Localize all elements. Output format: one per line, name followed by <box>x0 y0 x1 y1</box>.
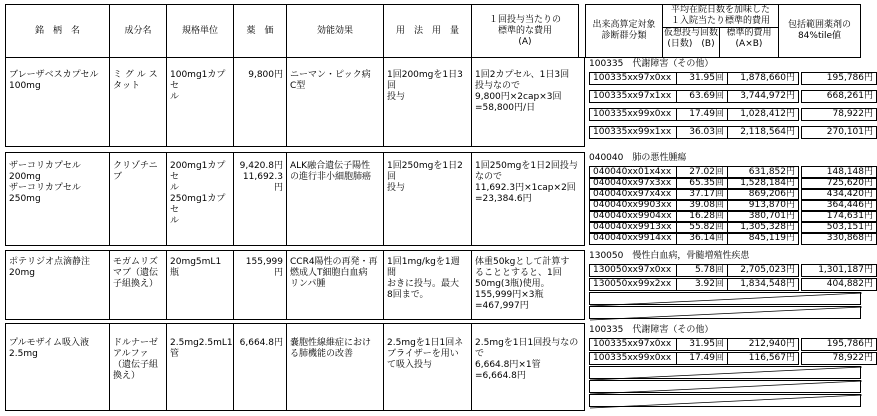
dpc-title: 040040 肺の悪性腫瘍 <box>589 153 687 163</box>
diagonal-line <box>590 307 862 320</box>
drug-dosage: 1回1mg/kgを1週間 おきに投与。最大 8回まで。 <box>383 250 472 320</box>
dpc-row: 040040xx01x4xx 27.02回 631,852円 148,148円 <box>589 166 876 179</box>
drug-ingredient: クリゾチニ ブ <box>109 152 167 246</box>
drug-dosage: 2.5mgを1日1回ネ ブライザーを用い て吸入投与 <box>383 323 472 411</box>
drug-price: 6,664.8円 <box>233 323 287 411</box>
drug-unit: 2.5mg2.5mL1管 <box>166 323 234 411</box>
drug-price: 9,800円 <box>233 57 287 147</box>
drug-efficacy: ニーマン・ピック病 C型 <box>286 57 384 147</box>
header-name: 銘 柄 名 <box>5 4 110 58</box>
header-dosage: 用 法 用 量 <box>383 4 472 58</box>
dpc-row: 040040xx9913xx 55.82回 1,305,328円 503,151円 <box>589 221 876 234</box>
blank-row <box>589 394 861 407</box>
dpc-row: 040040xx9903xx 39.08回 913,870円 364,446円 <box>589 199 876 212</box>
blank-row <box>589 366 861 379</box>
blank-row <box>589 380 861 393</box>
drug-name: ザーコリカプセル 200mg ザーコリカプセル 250mg <box>5 152 110 246</box>
drug-price: 155,999円 <box>233 250 287 320</box>
header-efficacy: 効能効果 <box>286 4 384 58</box>
header-cost: １回投与当たりの 標準的な費用 (A) <box>471 4 579 58</box>
diagonal-line <box>590 395 862 408</box>
drug-name: ポテリジオ点滴静注 20mg <box>5 250 110 320</box>
dpc-title: 100335 代謝障害（その他） <box>589 59 714 69</box>
drug-ingredient: モガムリズ マブ（遺伝 子組換え） <box>109 250 167 320</box>
header-percentile: 包括範囲薬剤の 84%tile値 <box>778 4 861 58</box>
drug-efficacy: ALK融合遺伝子陽性 の進行非小細胞肺癌 <box>286 152 384 246</box>
drug-unit: 200mg1カプセ ル 250mg1カプセ ル <box>166 152 234 246</box>
drug-cost: 1回2カプセル、1日3回 投与なので 9,800円×2cap×3回 =58,800円/日 <box>471 57 585 147</box>
drug-name: プルモザイム吸入液 2.5mg <box>5 323 110 411</box>
dpc-row: 040040xx9904xx 16.28回 380,701円 174,631円 <box>589 210 876 223</box>
dpc-row: 130050xx99x2xx 3.92回 1,834,548円 404,882円 <box>589 278 876 291</box>
blank-row <box>589 306 861 319</box>
drug-cost: 体重50kgとして計算す ることとすると、1回 50mg(3瓶)使用。 155,999円×3瓶 =467,997円 <box>471 250 585 320</box>
dpc-row: 100335xx99x1xx 36.03回 2,118,564円 270,101円 <box>589 126 876 139</box>
dpc-row: 100335xx97x0xx 31.95回 1,878,660円 195,786円 <box>589 72 876 85</box>
drug-efficacy: 嚢胞性線維症におけ る肺機能の改善 <box>286 323 384 411</box>
dpc-row: 100335xx99x0xx 17.49回 116,567円 78,922円 <box>589 352 876 365</box>
drug-unit: 100mg1カプセ ル <box>166 57 234 147</box>
drug-dosage: 1回250mgを1日2回 投与 <box>383 152 472 246</box>
diagonal-line <box>590 381 862 394</box>
drug-table <box>5 4 873 414</box>
drug-ingredient: ミ グ ル ス タット <box>109 57 167 147</box>
blank-row <box>589 292 861 305</box>
dpc-title: 130050 慢性白血病，骨髄増殖性疾患 <box>589 251 750 261</box>
drug-efficacy: CCR4陽性の再発・再 燃成人T細胞白血病 リンパ腫 <box>286 250 384 320</box>
diagonal-line <box>590 367 862 380</box>
header-avg-top: 平均在院日数を加味した １入院当たり標準的費用 <box>662 4 779 28</box>
header-ingredient: 成分名 <box>109 4 167 58</box>
dpc-row: 040040xx97x3xx 65.35回 1,528,184円 725,620円 <box>589 177 876 190</box>
header-avg-days: 仮想投与回数 (日数) (B) <box>662 27 720 58</box>
drug-ingredient: ドルナーゼ アルファ （遺伝子組 換え） <box>109 323 167 411</box>
dpc-row: 100335xx97x0xx 31.95回 212,940円 195,786円 <box>589 338 876 351</box>
drug-cost: 2.5mgを1日1回投与なの で 6,664.8円×1管 =6,664.8円 <box>471 323 585 411</box>
dpc-row: 040040xx97x4xx 37.17回 869,206円 434,420円 <box>589 188 876 201</box>
dpc-row: 040040xx9914xx 36.14回 845,119円 330,868円 <box>589 232 876 245</box>
drug-name: ブレーザベスカプセル 100mg <box>5 57 110 147</box>
dpc-row: 100335xx99x0xx 17.49回 1,028,412円 78,922円 <box>589 108 876 121</box>
header-price: 薬 価 <box>233 4 287 58</box>
header-dpc: 出来高算定対象 診断群分類 <box>585 4 663 58</box>
drug-price: 9,420.8円 11,692.3円 <box>233 152 287 246</box>
dpc-row: 100335xx97x1xx 63.69回 3,744,972円 668,261円 <box>589 90 876 103</box>
drug-cost: 1回250mgを1日2回投与 なので 11,692.3円×1cap×2回 =23,384.6円 <box>471 152 585 246</box>
header-unit: 規格単位 <box>166 4 234 58</box>
header-avg-cost: 標準的費用 (A×B) <box>719 27 779 58</box>
drug-unit: 20mg5mL1瓶 <box>166 250 234 320</box>
dpc-row: 130050xx97x0xx 5.78回 2,705,023円 1,301,187円 <box>589 264 876 277</box>
diagonal-line <box>590 293 862 306</box>
drug-dosage: 1回200mgを1日3回 投与 <box>383 57 472 147</box>
dpc-title: 100335 代謝障害（その他） <box>589 325 714 335</box>
